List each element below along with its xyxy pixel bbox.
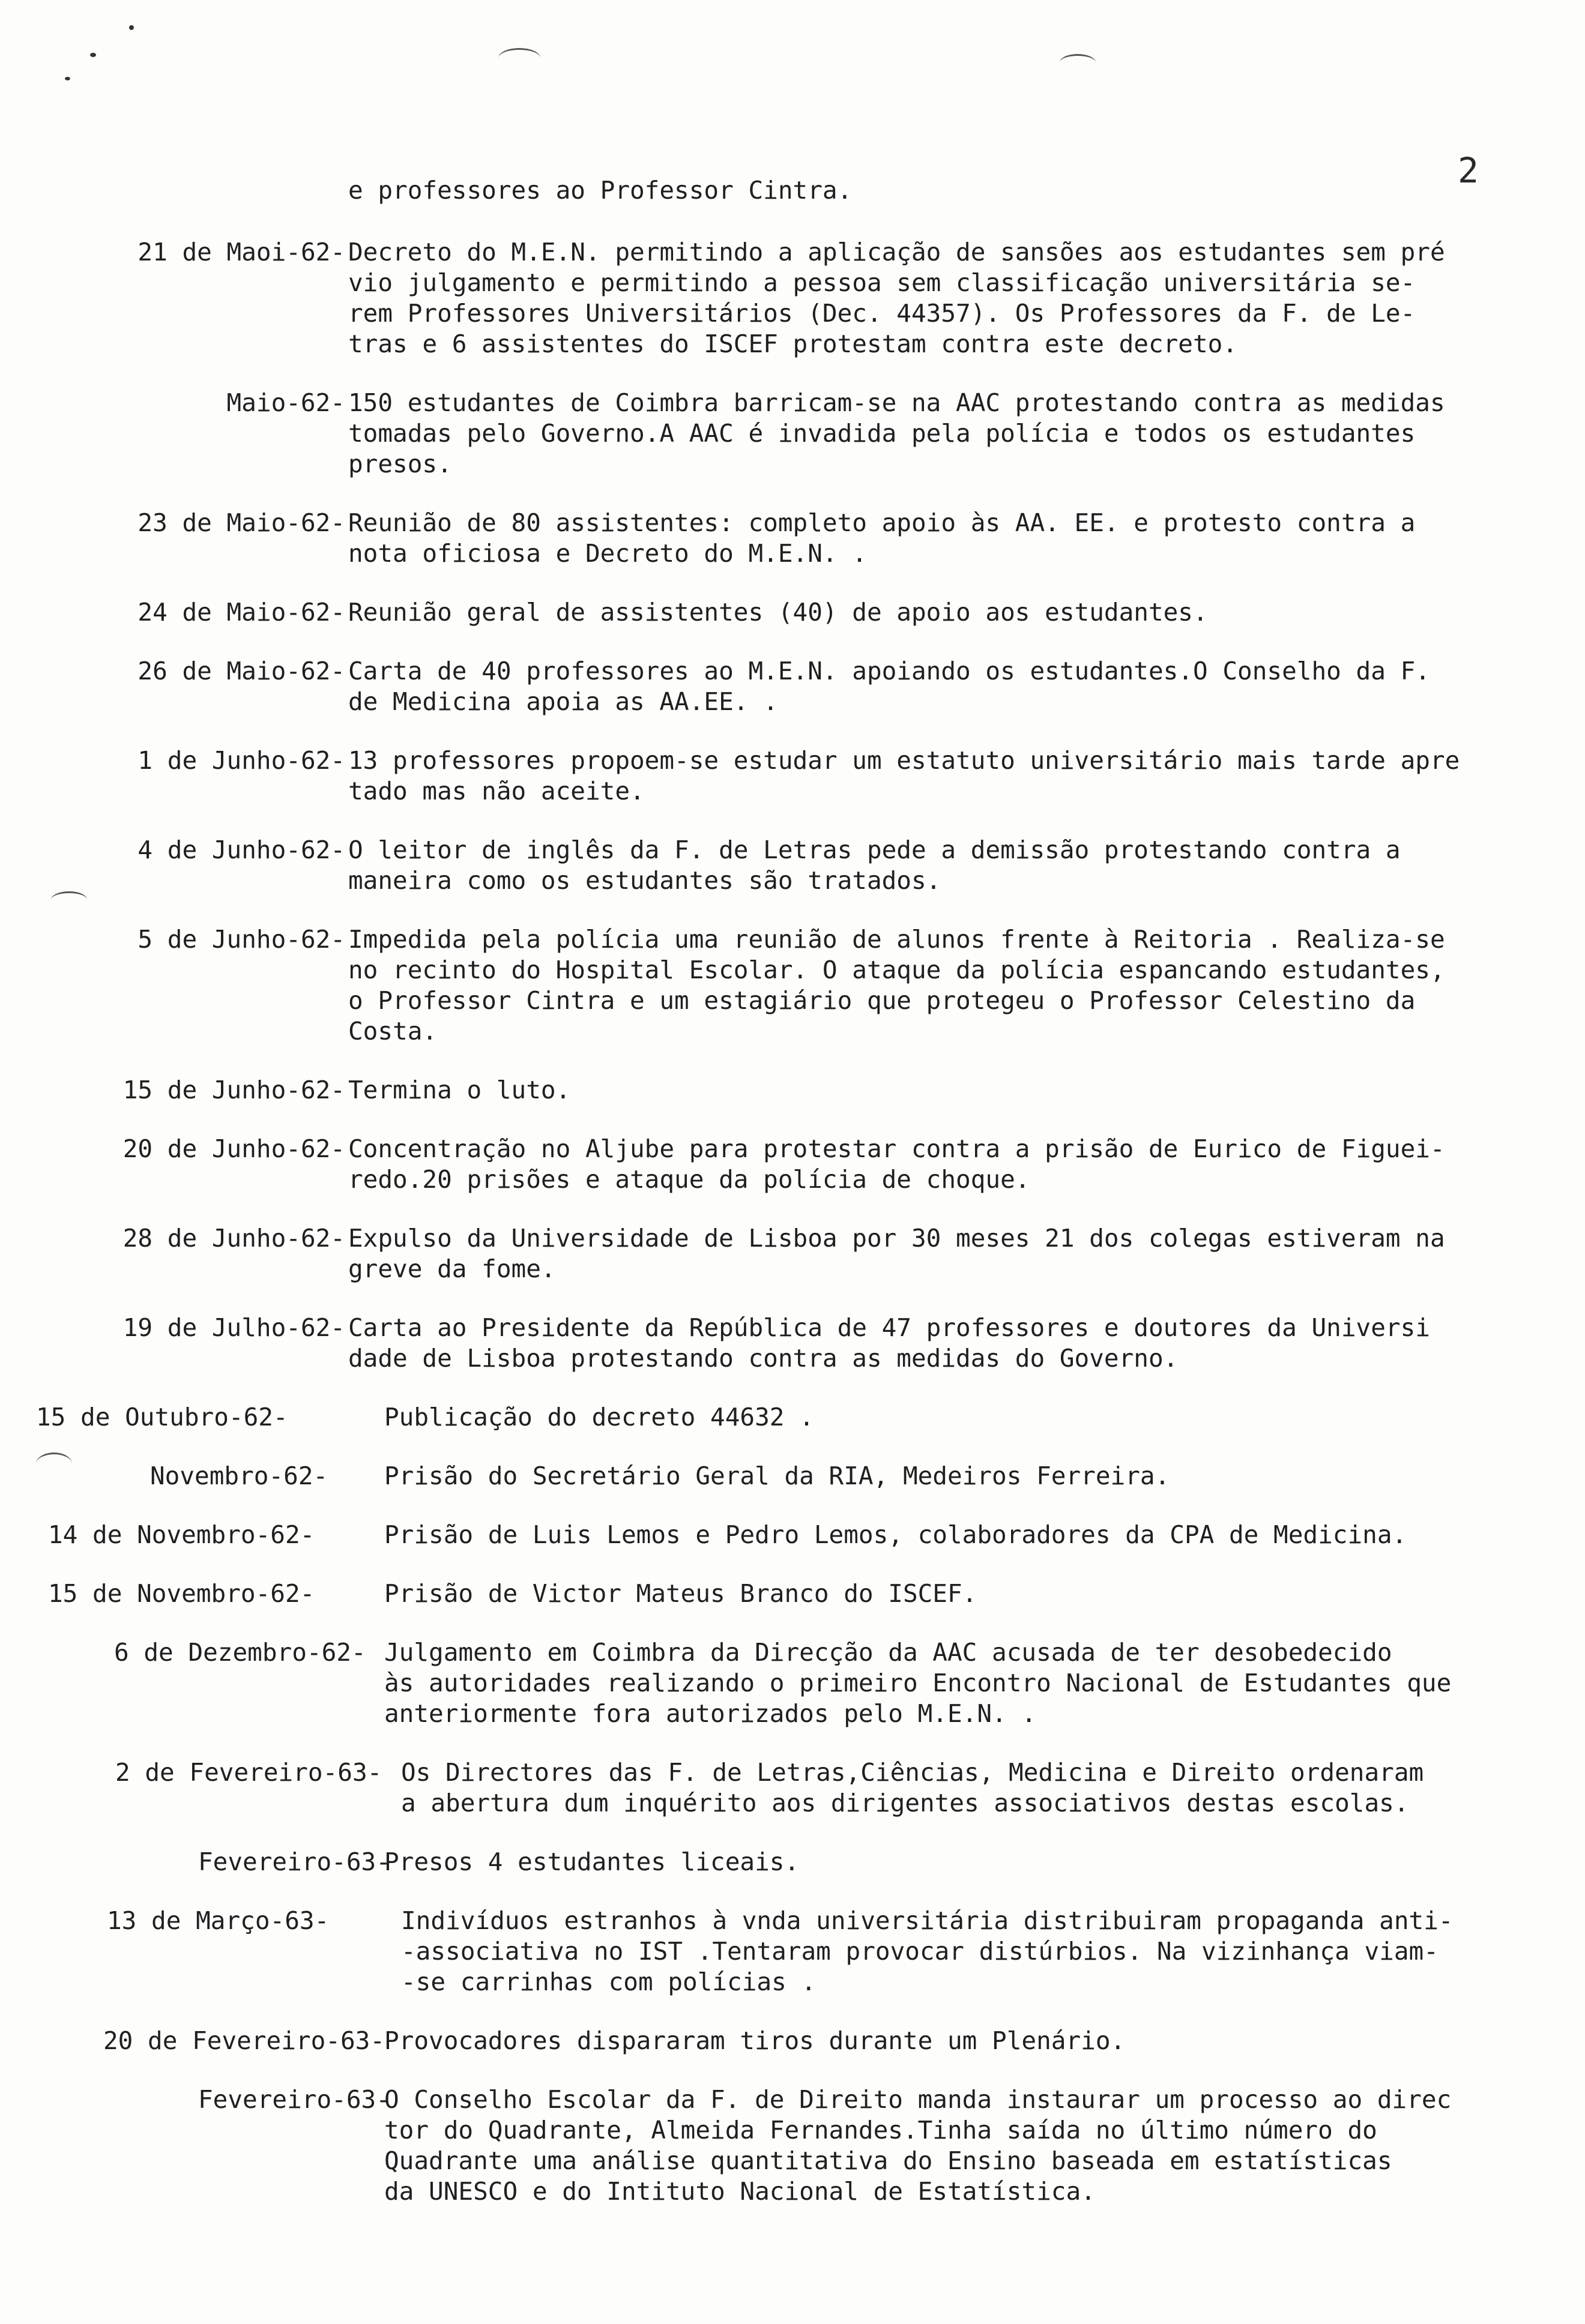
entry-date: 20 de Fevereiro-63- [103, 2026, 385, 2055]
entry-text: Impedida pela polícia uma reunião de alunos frente à Reitoria . Realiza-se no recinto do Hospital Escolar. O ataque da polícia espancando estudantes, o Professor Cintra e um estagiário que protegeu o Professor Celestino da Costa. [348, 925, 1445, 1046]
entry-text: Reunião geral de assistentes (40) de apoio aos estudantes. [348, 598, 1208, 627]
chronology-entry [0, 1637, 1585, 1729]
entry-text: Termina o luto. [348, 1076, 571, 1104]
entry-date: 15 de Outubro-62- [36, 1403, 288, 1431]
chronology-entry [0, 1313, 1585, 1374]
entry-date: 14 de Novembro-62- [48, 1520, 315, 1549]
entry-date: 15 de Novembro-62- [48, 1579, 315, 1608]
chronology-entry [0, 1075, 1585, 1106]
entry-date: Fevereiro-63- [198, 1847, 391, 1876]
entry-date: 5 de Junho-62- [137, 925, 345, 954]
entry-text: Julgamento em Coimbra da Direcção da AAC acusada de ter desobedecido às autoridades realizando o primeiro Encontro Nacional de Estudantes que anteriormente fora autorizados pelo M.E.N. . [384, 1638, 1452, 1728]
entry-text: Prisão de Luis Lemos e Pedro Lemos, colaboradores da CPA de Medicina. [384, 1520, 1407, 1549]
entry-text: O leitor de inglês da F. de Letras pede a demissão protestando contra a maneira como os estudantes são tratados. [348, 835, 1401, 895]
entry-text: Provocadores dispararam tiros durante um Plenário. [384, 2026, 1126, 2055]
chronology-entry [0, 1847, 1585, 1877]
entry-date: 13 de Março-63- [107, 1906, 330, 1935]
entry-text: Os Directores das F. de Letras,Ciências, Medicina e Direito ordenaram a abertura dum inquérito aos dirigentes associativos destas escolas. [401, 1758, 1424, 1817]
entry-date: Fevereiro-63- [198, 2085, 391, 2114]
entry-text: Prisão de Victor Mateus Branco do ISCEF. [384, 1579, 977, 1608]
entry-text: O Conselho Escolar da F. de Direito manda instaurar um processo ao direc tor do Quadrante, Almeida Fernandes.Tinha saída no último número do Quadrante uma análise quantitativa do Ensino baseada em estatísticas da UNESCO e do Intituto Nacional de Estatística. [384, 2085, 1452, 2206]
chronology-entry [0, 835, 1585, 896]
scan-mark [1060, 54, 1096, 71]
entry-date: 4 de Junho-62- [137, 835, 345, 864]
entry-date: 24 de Maio-62- [137, 598, 345, 627]
entry-date: Novembro-62- [150, 1462, 328, 1490]
scan-speck [65, 77, 70, 80]
chronology-entry [0, 745, 1585, 807]
entry-text: Prisão do Secretário Geral da RIA, Medeiros Ferreira. [384, 1462, 1170, 1490]
chronology-entry [0, 1402, 1585, 1433]
chronology-entry [0, 924, 1585, 1047]
scan-speck [129, 25, 134, 30]
intro-line: e professores ao Professor Cintra. [348, 176, 853, 205]
chronology-entry [0, 1757, 1585, 1819]
entry-date: 6 de Dezembro-62- [114, 1638, 366, 1667]
page-number: 2 [1458, 150, 1479, 191]
entry-date: 20 de Junho-62- [122, 1134, 345, 1163]
entry-text: 13 professores propoem-se estudar um estatuto universitário mais tarde apre tado mas não aceite. [348, 746, 1460, 805]
entry-text: 150 estudantes de Coimbra barricam-se na AAC protestando contra as medidas tomadas pelo Governo.A AAC é invadida pela polícia e todos os estudantes presos. [348, 388, 1445, 478]
entry-date: 28 de Junho-62- [122, 1224, 345, 1253]
chronology-entry [0, 1579, 1585, 1609]
entry-text: Reunião de 80 assistentes: completo apoio às AA. EE. e protesto contra a nota oficiosa e Decreto do M.E.N. . [348, 508, 1416, 568]
entry-text: Carta ao Presidente da República de 47 professores e doutores da Universi dade de Lisboa protestando contra as medidas do Governo. [348, 1313, 1430, 1373]
chronology-entry [0, 237, 1585, 360]
entry-text: Decreto do M.E.N. permitindo a aplicação de sansões aos estudantes sem pré vio julgamento e permitindo a pessoa sem classificação universitária se- rem Professores Universitários (Dec. 44357). Os Professores da F. de Le- tras e 6 assistentes do ISCEF protestam contra este decreto. [348, 238, 1445, 358]
chronology-entry [0, 656, 1585, 717]
scan-mark [498, 48, 540, 68]
entry-date: 23 de Maio-62- [137, 508, 345, 537]
entry-text: Indivíduos estranhos à vnda universitária distribuiram propaganda anti- -associativa no IST .Tentaram provocar distúrbios. Na vizinhança viam- -se carrinhas com polícias . [401, 1906, 1454, 1996]
entry-date: 19 de Julho-62- [122, 1313, 345, 1342]
chronology-entry [0, 1520, 1585, 1550]
chronology-entry [0, 2085, 1585, 2207]
entry-date: 1 de Junho-62- [137, 746, 345, 775]
chronology-entry [0, 2026, 1585, 2056]
entry-text: Presos 4 estudantes liceais. [384, 1847, 800, 1876]
chronology-entry [0, 1461, 1585, 1492]
chronology-entry [0, 388, 1585, 480]
entry-text: Concentração no Aljube para protestar contra a prisão de Eurico de Figuei- redo.20 prisões e ataque da polícia de choque. [348, 1134, 1445, 1194]
scan-speck [90, 53, 96, 57]
entry-date: 2 de Fevereiro-63- [115, 1758, 382, 1787]
entry-date: 26 de Maio-62- [137, 657, 345, 685]
chronology-entry [0, 1223, 1585, 1284]
chronology-entry [0, 1134, 1585, 1195]
chronology-entry [0, 1906, 1585, 1997]
chronology-list [0, 237, 1585, 2235]
entry-date: 21 de Maoi-62- [137, 238, 345, 266]
chronology-entry [0, 597, 1585, 628]
entry-text: Carta de 40 professores ao M.E.N. apoiando os estudantes.O Conselho da F. de Medicina apoia as AA.EE. . [348, 657, 1430, 716]
entry-date: 15 de Junho-62- [122, 1076, 345, 1104]
entry-text: Publicação do decreto 44632 . [384, 1403, 814, 1431]
entry-text: Expulso da Universidade de Lisboa por 30 meses 21 dos colegas estiveram na greve da fome. [348, 1224, 1445, 1283]
chronology-entry [0, 508, 1585, 569]
entry-date: Maio-62- [226, 388, 345, 417]
